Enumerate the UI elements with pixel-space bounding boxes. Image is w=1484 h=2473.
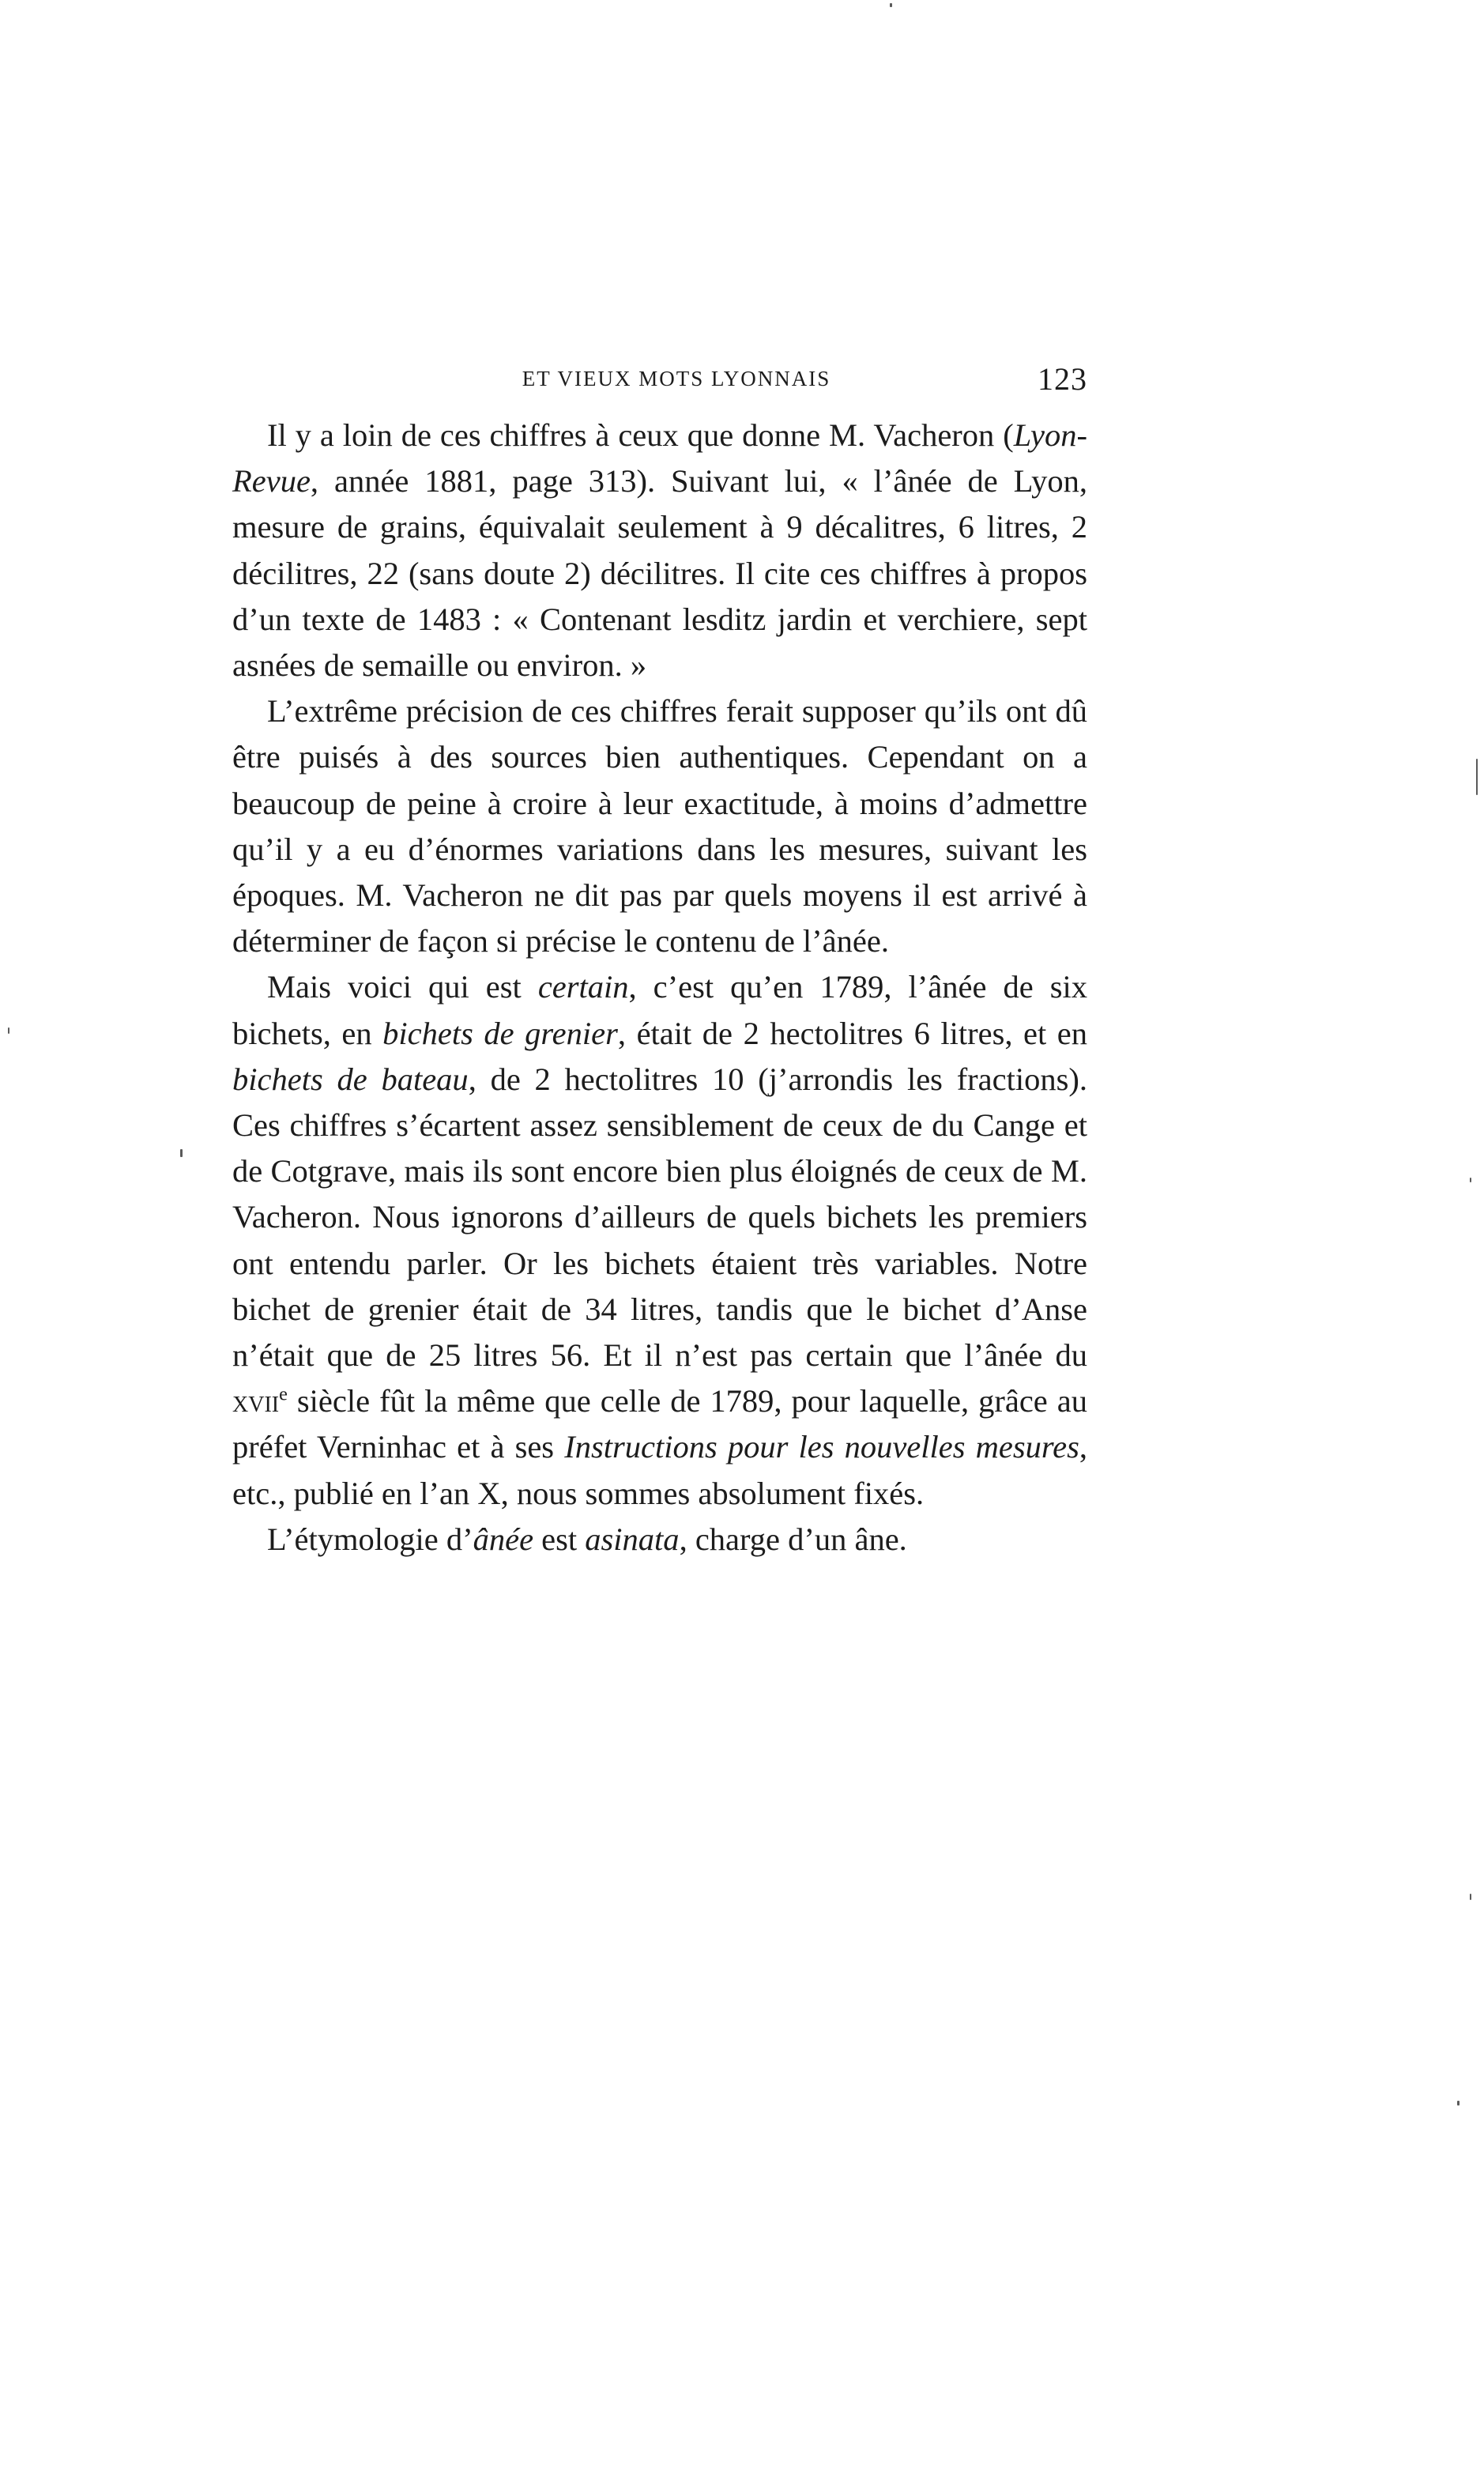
page-number: 123	[1038, 361, 1087, 397]
italic-title: Lyon-Revue	[232, 417, 1087, 500]
italic-term: ânée	[473, 1521, 534, 1557]
paragraph-text: siècle fût la même que celle de 1789, pour laquelle, grâce au préfet Verninhac et à ses	[232, 1383, 1087, 1465]
running-head	[266, 360, 1087, 400]
paragraph-text: , charge d’un âne.	[679, 1521, 907, 1557]
italic-term: bichets de grenier	[382, 1015, 618, 1051]
italic-title: Instructions pour les nouvelles mesures	[564, 1429, 1079, 1465]
superscript: e	[279, 1383, 288, 1405]
century-numeral: xvii	[232, 1383, 280, 1419]
scan-speck	[1476, 759, 1478, 795]
paragraph-2	[232, 688, 1087, 964]
body-text	[232, 413, 1087, 1563]
paragraph-text: , etc., publié en l’an X, nous sommes absolument fixés.	[232, 1429, 1087, 1511]
scan-speck	[1457, 2101, 1460, 2105]
italic-term: certain	[537, 969, 629, 1005]
italic-term: asinata	[585, 1521, 680, 1557]
scan-speck	[890, 3, 892, 7]
paragraph-3	[232, 964, 1087, 1516]
scan-speck	[8, 1027, 9, 1034]
paragraph-text: , était de 2 hectolitres 6 litres, et en	[617, 1015, 1088, 1051]
scan-speck	[1470, 1894, 1471, 1900]
running-title: ET VIEUX MOTS LYONNAIS	[522, 367, 831, 390]
scan-speck	[1470, 1178, 1471, 1182]
paragraph-text: , de 2 hectolitres 10 (j’arrondis les fractions). Ces chiffres s’écartent assez sensiblement de ceux de du Cange et de Cotgrave, mais ils sont encore bien plus éloignés de ceux de M. Vacheron. Nous ignorons d’ailleurs de quels bichets les premiers ont entendu parler. Or les bichets étaient très variables. Notre bichet de grenier était de 34 litres, tandis que le bichet d’Anse n’était que de 25 litres 56. Et il n’est pas certain que l’ânée du	[232, 1061, 1088, 1374]
paragraph-text: Il y a loin de ces chiffres à ceux que donne M. Vacheron (	[267, 417, 1014, 453]
paragraph-text: L’extrême précision de ces chiffres ferait supposer qu’ils ont dû être puisés à des sources bien authentiques. Cependant on a beaucoup de peine à croire à leur exactitude, à moins d’admettre qu’il y a eu d’énormes variations dans les mesures, suivant les époques. M. Vacheron ne dit pas par quels moyens il est arrivé à déterminer de façon si précise le contenu de l’ânée.	[232, 693, 1087, 959]
paragraph-text: L’étymologie d’	[267, 1521, 473, 1557]
paragraph-text: est	[533, 1521, 586, 1557]
paragraph-text: Mais voici qui est	[267, 969, 538, 1005]
paragraph-text: , année 1881, page 313). Suivant lui, « l’ânée de Lyon, mesure de grains, équivalait seulement à 9 décalitres, 6 litres, 2 décilitres, 22 (sans doute 2) décilitres. Il cite ces chiffres à propos d’un texte de 1483 : « Contenant lesditz jardin et verchiere, sept asnées de semaille ou environ. »	[232, 463, 1087, 684]
paragraph-text: , c’est qu’en 1789, l’ânée de six bichets, en	[232, 969, 1087, 1051]
paragraph-4	[232, 1517, 1087, 1563]
paragraph-1	[232, 413, 1087, 688]
italic-term: bichets de bateau	[232, 1061, 469, 1097]
scan-speck	[180, 1149, 183, 1157]
